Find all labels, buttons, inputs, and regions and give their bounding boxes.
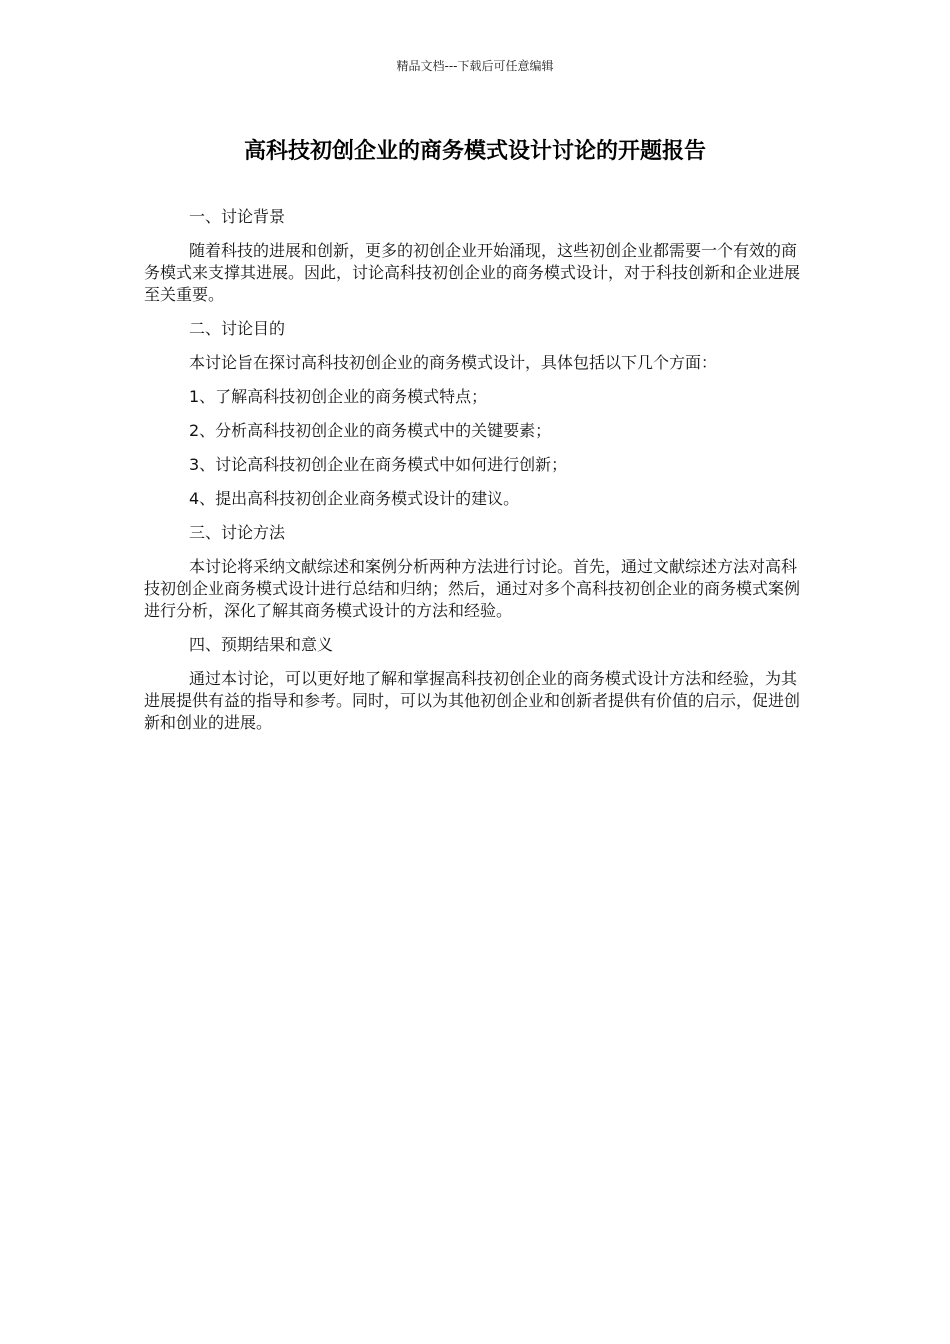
list-item: 1、了解高科技初创企业的商务模式特点； [189,387,488,406]
paragraph-results: 通过本讨论，可以更好地了解和掌握高科技初创企业的商务模式设计方法和经验，为其进展提供有益的指导和参考。同时，可以为其他初创企业和创新者提供有价值的启示，促进创新和创业的进展。 [144,669,801,732]
document-body [144,206,812,746]
list-item: 4、提出高科技初创企业商务模式设计的建议。 [189,489,520,508]
header-note: 精品文档---下载后可任意编辑 [396,59,554,73]
section-heading-purpose: 二、讨论目的 [189,319,286,338]
paragraph-background: 随着科技的进展和创新，更多的初创企业开始涌现，这些初创企业都需要一个有效的商务模式来支撑其进展。因此，讨论高科技初创企业的商务模式设计，对于科技创新和企业进展至关重要。 [144,241,801,304]
paragraph-method: 本讨论将采纳文献综述和案例分析两种方法进行讨论。首先，通过文献综述方法对高科技初创企业商务模式设计进行总结和归纳；然后，通过对多个高科技初创企业的商务模式案例进行分析，深化了解其商务模式设计的方法和经验。 [144,557,801,620]
section-heading-background: 一、讨论背景 [189,207,286,226]
paragraph-purpose-intro: 本讨论旨在探讨高科技初创企业的商务模式设计，具体包括以下几个方面： [189,353,718,372]
list-item: 3、讨论高科技初创企业在商务模式中如何进行创新； [189,455,568,474]
list-item: 2、分析高科技初创企业的商务模式中的关键要素； [189,421,552,440]
section-heading-method: 三、讨论方法 [189,523,286,542]
document-title: 高科技初创企业的商务模式设计讨论的开题报告 [243,139,706,164]
section-heading-results: 四、预期结果和意义 [189,635,334,654]
